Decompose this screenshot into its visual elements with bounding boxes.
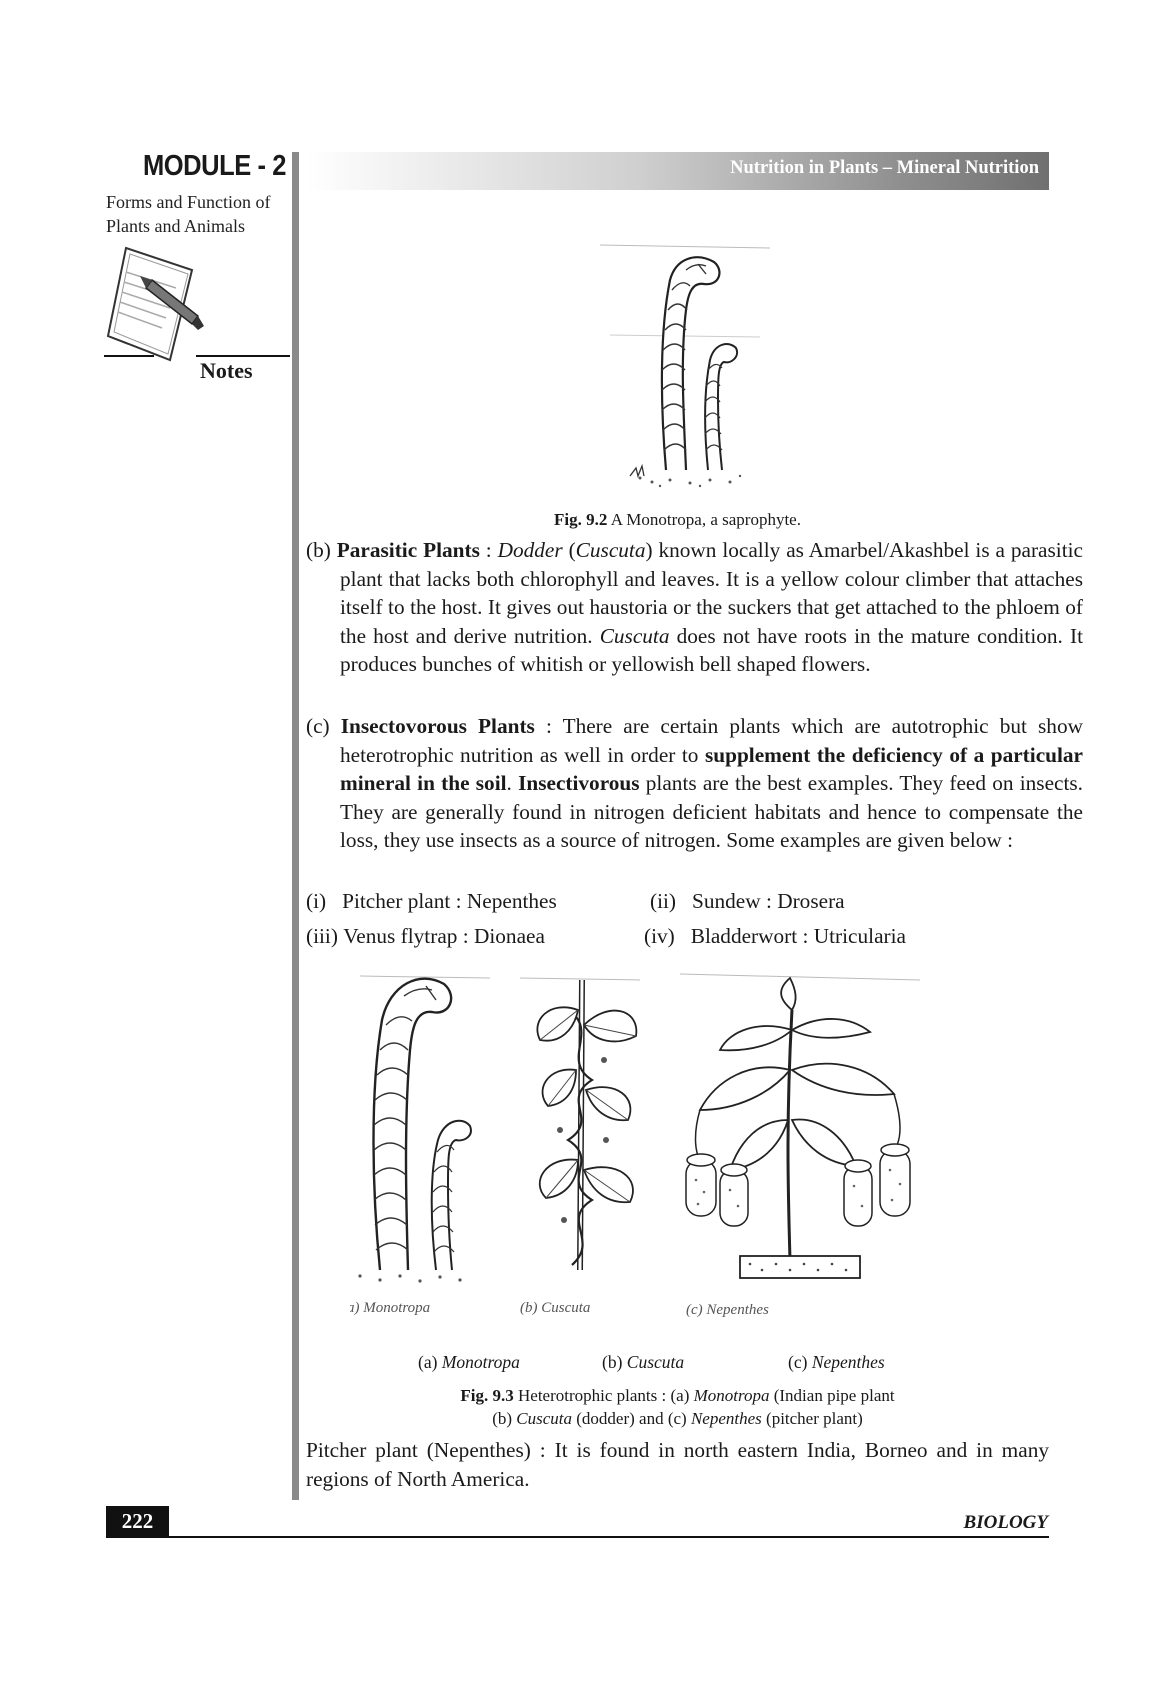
module-subtitle-line2: Plants and Animals [106,216,245,236]
heterotrophic-plants-figure [350,970,950,1335]
notes-pencil-icon [104,244,290,379]
example-text: Bladderwort : Utricularia [690,924,906,948]
fig-9-2-caption-text: A Monotropa, a saprophyte. [610,510,801,529]
nepenthes-drawing [680,974,920,1318]
examples-row-1 [306,889,1049,919]
example-item [650,889,845,914]
para-b-dodder: Dodder [497,538,563,562]
cuscuta-drawn-label: (b) Cuscuta [520,1300,591,1316]
cap-nepenthes: Nepenthes [690,1409,762,1428]
nepenthes-drawn-label: (c) Nepenthes [686,1302,769,1318]
sublabel-mark: (c) [788,1352,808,1372]
footer-subject: BIOLOGY [963,1512,1048,1533]
cap-monotropa: Monotropa [693,1386,770,1405]
monotropa-drawn-label: (a) Monotropa [350,1300,431,1316]
sublabel-name: Cuscuta [626,1352,685,1372]
fig-9-3-label: Fig. 9.3 [460,1386,514,1405]
para-b-cuscuta2: Cuscuta [599,623,670,648]
para-c-text1: : There are certain plants which are autotrophic but show heterotrophic nutrition as well in order to [340,714,1083,767]
cap-text: (Indian pipe plant [769,1386,895,1405]
sublabel-name: Monotropa [441,1352,520,1372]
example-item [306,924,545,949]
cap-text: Heterotrophic plants : (a) [518,1386,694,1405]
para-b-cuscuta: Cuscuta [575,538,646,562]
cap-cuscuta: Cuscuta [516,1409,572,1428]
example-num: (iii) [306,924,338,948]
footer-rule [106,1536,1049,1538]
para-c-text3: plants are the best examples. They feed on insects. They are generally found in nitrogen deficient habitats and hence to compensate the loss, they use insects as a source of nitrogen. Some examples are given below : [340,771,1083,852]
example-text: Pitcher plant : Nepenthes [342,889,557,913]
example-item [644,924,906,949]
sublabel-mark: (a) [418,1352,438,1372]
para-b-term: Parasitic Plants [336,538,480,562]
module-subtitle-line1: Forms and Function of [106,192,271,212]
sublabel-c [788,1352,885,1373]
sublabel-name: Nepenthes [811,1352,885,1372]
para-c-bold1: supplement the deficiency of a particular mineral in the soil [340,742,1084,795]
para-c-marker: (c) [306,714,330,738]
cap-text: (pitcher plant) [761,1409,863,1428]
para-b-text1: ) known locally as Amarbel/Akashbel is a parasitic plant that lacks both chlorophyll and leaves. It is a yellow colour climber that attaches itself to the host. It gives out haustoria or the suckers that get attached to the phloem of the host and derive nutrition. [340,538,1083,648]
para-b-text2: does not have roots in the mature condition. It produces bunches of whitish or yellowish bell shaped flowers. [340,623,1083,676]
page-number: 222 [106,1506,169,1537]
sublabel-a [418,1352,520,1373]
example-num: (iv) [644,924,675,948]
chapter-banner [306,152,1049,190]
module-subtitle [106,190,286,238]
notes-label: Notes [200,358,253,383]
examples-row-2 [306,924,1049,954]
para-b-paren: ( [562,538,576,562]
sublabel-mark: (b) [602,1352,623,1372]
cap-text: (b) [492,1409,517,1428]
cuscuta-drawing [520,978,640,1316]
example-text: Venus flytrap : Dionaea [343,924,545,948]
insectivorous-plants-paragraph [306,712,1083,855]
fig-9-3-caption-line1 [306,1384,1049,1407]
para-b-sep: : [479,538,498,562]
sublabel-b [602,1352,684,1373]
para-c-bold2: Insectivorous [518,771,640,795]
para-c-text2: . [506,771,519,795]
example-num: (ii) [650,889,677,913]
fig-9-2-label: Fig. 9.2 [554,510,608,529]
fig-9-3-caption [306,1384,1049,1430]
cap-text: (dodder) and (c) [572,1409,691,1428]
example-num: (i) [306,889,327,913]
fig-9-3-caption-line2 [306,1407,1049,1430]
para-b-marker: (b) [306,538,331,562]
chapter-title: Nutrition in Plants – Mineral Nutrition [730,158,1039,178]
margin-divider [292,152,299,1500]
para-c-term: Insectovorous Plants [340,714,535,738]
example-item [306,889,557,914]
pitcher-plant-paragraph: Pitcher plant (Nepenthes) : It is found in north eastern India, Borneo and in many regions of North America. [306,1438,1049,1491]
monotropa-figure [600,240,790,495]
fig-9-2-caption [306,510,1049,530]
example-text: Sundew : Drosera [692,889,845,913]
monotropa-drawing [350,976,490,1316]
module-title: MODULE - 2 [142,150,286,182]
parasitic-plants-paragraph [306,536,1083,679]
